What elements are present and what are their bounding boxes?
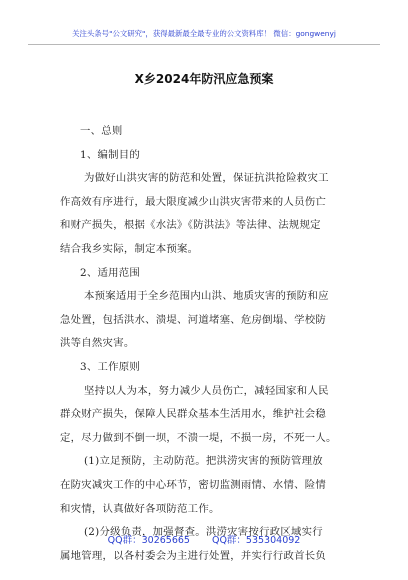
paragraph-line: 急处置，包括洪水、溃堤、河道堵塞、危房倒塌、学校防 (60, 313, 327, 326)
header-banner: 关注头条号"公文研究"，获得最新最全最专业的公文资料库！ 微信：gongwenyj (72, 29, 336, 38)
paragraph-line: 本预案适用于全乡范围内山洪、地质灾害的预防和应 (84, 290, 329, 303)
paragraph-line: 作高效有序进行，最大限度减少山洪灾害带来的人员伤亡 (60, 195, 327, 208)
paragraph-line: 群众财产损失，保障人民群众基本生活用水，维护社会稳 (60, 408, 327, 421)
paragraph-line: (1)立足预防，主动防范。把洪涝灾害的预防管理放 (84, 455, 323, 468)
document-body (60, 120, 360, 568)
subsection-heading: 1、编制目的 (80, 148, 141, 161)
footer-contacts (0, 532, 408, 546)
paragraph-line: 属地管理，以各村委会为主进行处置，并实行行政首长负 (60, 549, 327, 562)
subsection-heading: 2、适用范围 (80, 266, 141, 279)
paragraph-line: 坚持以人为本，努力减少人员伤亡，减轻国家和人民 (84, 384, 329, 397)
paragraph-line: 结合我乡实际，制定本预案。 (60, 242, 199, 255)
paragraph-line: 在防灾减灾工作的中心环节，密切监测雨情、水情、险情 (60, 478, 327, 491)
subsection-heading: 3、工作原则 (80, 360, 141, 373)
footer-qq-group-1: QQ群：30265665 (107, 535, 190, 546)
paragraph-line: (2)分级负责，加强督查。洪涝灾害按行政区域实行 (84, 526, 323, 539)
paragraph-line: 和财产损失，根据《水法》《防洪法》等法律、法规规定 (60, 219, 321, 232)
paragraph-line: 和灾情，认真做好各项防范工作。 (60, 502, 220, 515)
footer-qq-group-2: QQ群：535304092 (211, 535, 301, 546)
paragraph-line: 洪等自然灾害。 (60, 337, 135, 350)
paragraph-line: 定，尽力做到不倒一坝，不溃一堤，不损一房，不死一人。 (60, 431, 337, 444)
section-heading: 一、总则 (80, 125, 123, 137)
paragraph-line: 为做好山洪灾害的防范和处置，保证抗洪抢险救灾工 (84, 172, 329, 185)
document-title: X乡2024年防汛应急预案 (134, 72, 274, 86)
header-divider (28, 44, 380, 45)
